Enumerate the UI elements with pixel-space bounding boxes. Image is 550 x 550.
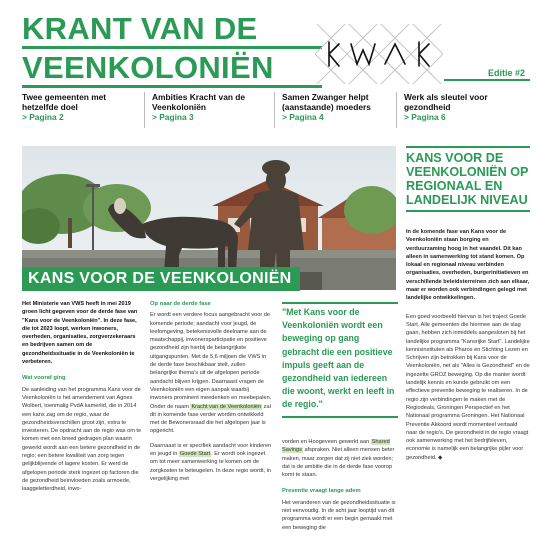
teaser-item[interactable] [22,92,134,132]
article-paragraph [150,442,272,483]
sidebar-intro: In de komende fase van Kans voor de Veenkoloniën staan borging en verduurzaming hoog in het vaandel. Dit kan alleen in samenwerking tot stand komen. Op lokaal en regionaal niveau verbinden organisaties, overheden, burgerinitiatieven en verschillende beleidsterreinen zich aan elkaar, maar er worden ook verbindingen gelegd met landelijke ontwikkelingen. [406,229,530,302]
sidebar-rule [406,210,530,212]
quote-rule [282,302,398,304]
teaser-title: Twee gemeenten met hetzelfde doel [22,92,107,112]
sidebar-rule [406,146,530,148]
article-subhead: Preventie vraagt lange adem [282,488,361,495]
paragraph-text: zal dit in komende fase verder worden ontwikkeld met de Bewonersraad die het afgelopen jaar is opgericht. [150,403,271,435]
sidebar-title: KANS VOOR DE VEENKOLONIËN OP REGIONAAL EN LANDELIJK NIVEAU [406,151,529,207]
teaser-page-link[interactable]: > Pagina 3 [152,112,194,122]
article-paragraph [150,311,272,435]
masthead-line-1: KRANT VAN DE [22,11,258,46]
quote-rule [282,416,398,418]
teaser-page-link[interactable]: > Pagina 6 [404,112,446,122]
article-column-3 [282,438,398,535]
teaser-page-link[interactable]: > Pagina 2 [22,112,64,122]
quote-text: "Met Kans voor de Veenkoloniën wordt een beweging op gang gebracht die een positieve impuls geeft aan de gezondheid van iedereen die woont, werkt en leeft in de regio." [282,307,395,410]
highlight-goede-start: Goede Start [179,451,211,458]
masthead [22,12,322,90]
teaser-divider [274,92,275,128]
sidebar-article [406,146,530,462]
paragraph-text: . Er wordt ook ingezet om tot meer samenwerking te komen om de zorgkosten te beteugelen. In deze regio wordt, in vergelijking met [150,451,271,482]
masthead-rule [22,46,322,49]
article-subhead: Op naar de derde fase [150,301,211,307]
teaser-divider [144,92,145,128]
masthead-rule [22,85,322,88]
photo-title-banner: KANS VOOR DE VEENKOLONIËN [22,267,300,291]
paragraph-text: Daarnaast is er specifiek aandacht voor kinderen en jeugd in [150,442,272,458]
diamond-lattice-logo [315,24,443,84]
masthead-line-2: VEENKOLONIËN [22,50,274,85]
article-lead: Het Ministerie van VWS heeft in mei 2019 groen licht gegeven voor de derde fase van "Kans voor de Veenkoloniën". In deze fase, die tot 2023 loopt, werken inwoners, overheden, organisaties, zorgverzekeraars en bedrijven samen om de gezondheidssituatie in de Veenkoloniën te verbeteren. [22,301,138,366]
highlight-shared-savings: Shared Savings [282,439,390,454]
article-body: De aanleiding van het programma Kans voor de Veenkoloniën is het amendement van Agnes Wolbert, toenmalig PvdA kamerlid, die in 2014 een kans zag om de regio, waar de gezondheidsverschillen groot zijn, extra te investeren. De opdracht aan de regio was om te komen met een breed gedragen plan waarin gewerkt wordt aan een betere gezondheid in de regio; een betere kwaliteit van zorg tegen gelijkblijvende of lagere kosten. Er werd de afgelopen periode sterk ingezet op factoren die de gezondheid beïnvloeden zoals armoede, laaggeletterdheid, inwo- [22,386,142,493]
paragraph-text: vorden en Hoogeveen gewerkt aan [282,439,370,445]
teaser-item[interactable] [282,92,394,132]
teaser-title: Werk als sleutel voor gezondheid [404,92,488,112]
teaser-page-link[interactable]: > Pagina 4 [282,112,324,122]
article-paragraph [282,438,398,479]
edition-label: Editie #2 [488,68,526,78]
paragraph-text: afspraken. Niet alleen mensen beter maken, maar zorgen dat zij niet ziek worden; dat is de ambitie die in de derde fase voorop komt te staan. [282,447,395,479]
article-column-2 [150,300,272,486]
highlight-kracht: Kracht van de Veenkoloniën [191,403,262,410]
pull-quote [282,302,398,420]
geometric-logo [315,24,443,84]
teaser-title: Samen Zwanger helpt (aanstaande) moeders [282,92,371,112]
paragraph-text: Er wordt een verdere focus aangebracht voor de komende periode; aandacht voor jeugd, de leefomgeving, betekenisvolle deelname aan de maatschappij, inwonersparticipatie en positieve gezondheid zijn hierbij de belangrijkste uitgangspunten. Met de 5,6 miljoen die VWS in de derde fase beschikbaar stelt, zullen belangrijke thema's uit de afgelopen periode aandacht blijven krijgen. Daarnaast vragen de Veenkoloniën een eigen aanpak waarbij inwoners prominent meedenken en meebepalen. Onder de naam [150,312,272,410]
article-body: Het veranderen van de gezondheidssituatie is niet eenvoudig. In de acht jaar looptijd van dit programma wordt er een begin gemaakt met een beweging die [282,499,396,531]
teaser-bar [22,92,530,132]
article-subhead: Wat vooraf ging [22,375,66,382]
teaser-item[interactable] [152,92,264,132]
teaser-item[interactable] [404,92,530,132]
sidebar-body: Een goed voorbeeld hiervan is het traject Goede Start. Alle gemeenten die hiermee aan de slag gaan, hebben zich inmiddels aangesloten bij het landelijke programma "Kansrijke Start". Landelijke kennisinstituten als Pharos en Stichting Lezen en Schrijven zijn betrokken bij Kans voor de Veenkoloniën, net als "Alles is Gezondheid" en de ingezette GROZ beweging. Op die manier wordt landelijk kennis en kunde gebruikt om een effectieve preventie beweging te realiseren. In de regio zijn verbindingen te maken met de Regiodeals, Groningen Perspectief en het Nationaal programma Groningen. Het Nationaal Preventie Akkoord wordt momenteel vertaald naar de regio's. De gezondheid in de regio vraagt ook samenwerking met het bedrijfsleven, economie is namelijk een belangrijke pijler voor gezondheid. ◆ [406,313,530,461]
teaser-title: Ambities Kracht van de Veenkoloniën [152,92,246,112]
edition-rule [444,79,530,81]
article-column-1 [22,300,142,497]
teaser-divider [396,92,397,128]
